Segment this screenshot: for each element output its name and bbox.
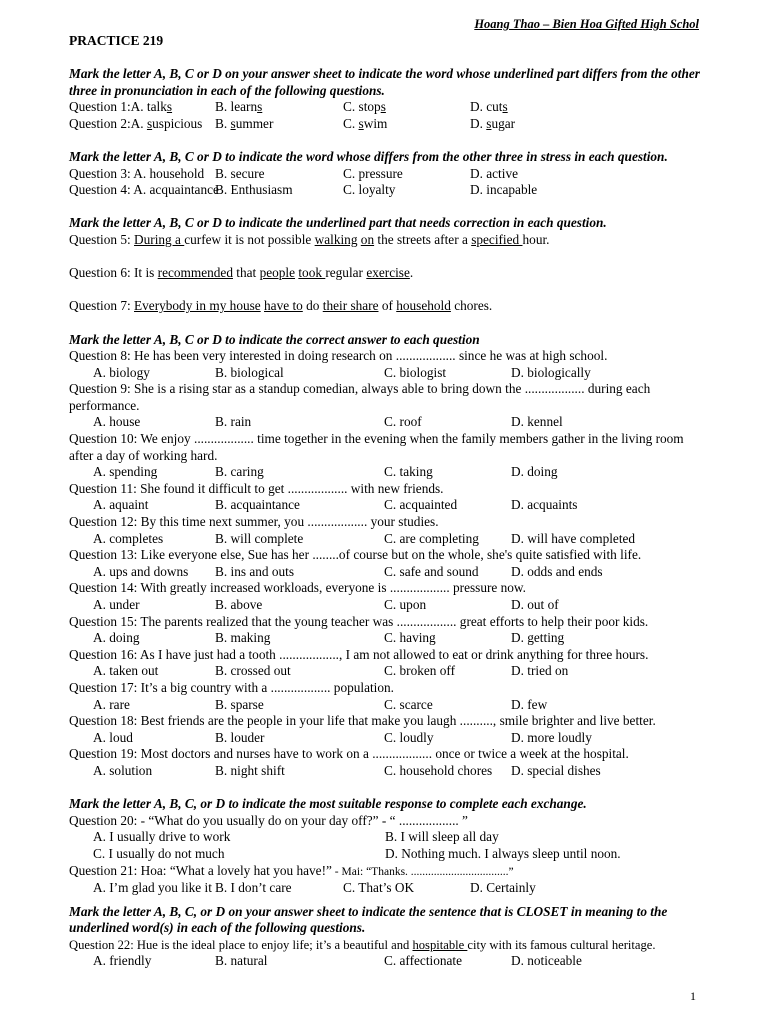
q2-option-b: B. summer xyxy=(215,115,274,131)
option-c: C. loudly xyxy=(384,729,434,745)
section-4-instruction: Mark the letter A, B, C or D to indicate the correct answer to each question xyxy=(69,331,480,347)
option-d: D. more loudly xyxy=(511,729,592,745)
option-c: C. acquainted xyxy=(384,497,458,513)
option-c: C. household chores xyxy=(384,762,493,778)
question-stem: Question 17: It’s a big country with a .................. population. xyxy=(69,679,395,695)
option-b: B. above xyxy=(215,597,263,612)
q22-option-b: B. natural xyxy=(215,953,268,969)
question-stem: Question 15: The parents realized that the young teacher was .................. great efforts to help their poor kids. xyxy=(69,613,649,629)
option-d: D. acquaints xyxy=(511,497,578,513)
question-stem: Question 12: By this time next summer, you .................. your studies. xyxy=(69,514,439,530)
q22-option-d: D. noticeable xyxy=(511,953,582,969)
q1-option-a: Question 1:A. talks xyxy=(69,99,173,115)
question-options xyxy=(69,564,701,581)
question-stem: Question 8: He has been very interested in doing research on .................. since he was at high school. xyxy=(69,348,608,364)
question-stem: Question 9: She is a rising star as a standup comedian, always able to bring down the .................. during each performance. xyxy=(69,381,651,413)
option-a: A. solution xyxy=(93,762,153,778)
option-c: C. broken off xyxy=(384,663,456,679)
question-6: Question 6: It is recommended that people took regular exercise. xyxy=(69,265,414,281)
option-d: D. out of xyxy=(511,597,559,612)
option-c: C. are completing xyxy=(384,530,479,546)
section-2-instruction: Mark the letter A, B, C or D to indicate the word whose differs from the other three in stress in each question. xyxy=(69,148,668,164)
option-d: D. few xyxy=(511,696,548,712)
option-a: A. house xyxy=(93,414,141,430)
question-options xyxy=(69,365,701,382)
question-options xyxy=(69,763,701,780)
option-c: C. biologist xyxy=(384,364,447,380)
section-3-instruction: Mark the letter A, B, C or D to indicate the underlined part that needs correction in each question. xyxy=(69,215,607,231)
q4-option-c: C. loyalty xyxy=(343,182,396,198)
q22-option-a: A. friendly xyxy=(93,953,152,969)
option-d: D. tried on xyxy=(511,663,569,679)
q21-option-b: B. I don’t care xyxy=(215,880,292,896)
q3-option-b: B. secure xyxy=(215,165,265,181)
question-options xyxy=(69,663,701,680)
q4-option-b: B. Enthusiasm xyxy=(215,182,293,198)
option-c: C. roof xyxy=(384,414,422,430)
worksheet-body xyxy=(69,66,701,970)
q20-option-d: D. Nothing much. I always sleep until noon. xyxy=(385,845,621,861)
question-1 xyxy=(69,99,701,116)
option-d: D. kennel xyxy=(511,414,563,430)
section-1-instruction: Mark the letter A, B, C or D on your answer sheet to indicate the word whose underlined part differs from the other three in pronunciation in each of the following questions. xyxy=(69,66,700,98)
question-stem: Question 14: With greatly increased workloads, everyone is .................. pressure now. xyxy=(69,580,526,596)
q3-option-c: C. pressure xyxy=(343,165,403,181)
question-options xyxy=(69,531,701,548)
option-a: A. spending xyxy=(93,464,158,480)
question-22-stem: Question 22: Hue is the ideal place to enjoy life; it’s a beautiful and hospitable city with its famous cultural heritage. xyxy=(69,937,656,952)
option-b: B. making xyxy=(215,630,271,646)
option-d: D. doing xyxy=(511,464,558,480)
question-20-options-cd xyxy=(69,846,701,863)
question-stem: Question 18: Best friends are the people in your life that make you laugh .........., smile brighter and live better. xyxy=(69,713,656,729)
question-21-options xyxy=(69,880,701,897)
question-options xyxy=(69,597,701,614)
option-a: A. doing xyxy=(93,630,140,646)
option-b: B. caring xyxy=(215,464,264,480)
option-b: B. ins and outs xyxy=(215,563,295,579)
option-b: B. sparse xyxy=(215,696,264,712)
option-c: C. taking xyxy=(384,464,433,480)
question-stem: Question 10: We enjoy .................. time together in the evening when the family members gather in the living room after a day of working hard. xyxy=(69,431,684,463)
option-d: D. odds and ends xyxy=(511,563,603,579)
question-21-stem: Question 21: Hoa: “What a lovely hat you have!” - Mai: “Thanks. ..................................” xyxy=(69,862,514,878)
option-d: D. biologically xyxy=(511,364,591,380)
question-options xyxy=(69,730,701,747)
multiple-choice-questions xyxy=(69,348,701,779)
question-options xyxy=(69,697,701,714)
q4-option-d: D. incapable xyxy=(470,182,538,198)
question-20-stem: Question 20: - “What do you usually do on your day off?” - “ .................. ” xyxy=(69,812,468,828)
option-b: B. crossed out xyxy=(215,663,291,679)
option-a: A. completes xyxy=(93,530,164,546)
question-3 xyxy=(69,166,701,183)
option-a: A. rare xyxy=(93,696,130,712)
option-c: C. having xyxy=(384,630,436,646)
option-a: A. under xyxy=(93,597,140,612)
q21-option-c: C. That’s OK xyxy=(343,880,415,896)
q1-option-c: C. stops xyxy=(343,99,386,115)
question-stem: Question 13: Like everyone else, Sue has her ........of course but on the whole, she's quite satisfied with life. xyxy=(69,547,642,563)
q20-option-c: C. I usually do not much xyxy=(93,845,225,861)
option-b: B. louder xyxy=(215,729,265,745)
section-6-instruction: Mark the letter A, B, C, or D on your answer sheet to indicate the sentence that is CLOSET in meaning to the underlined word(s) in each of the following questions. xyxy=(69,903,668,936)
q2-option-d: D. sugar xyxy=(470,115,516,131)
question-4 xyxy=(69,182,701,199)
q21-option-d: D. Certainly xyxy=(470,880,536,896)
question-22-options xyxy=(69,953,701,970)
option-a: A. taken out xyxy=(93,663,159,679)
question-stem: Question 11: She found it difficult to get .................. with new friends. xyxy=(69,480,444,496)
question-options xyxy=(69,464,701,481)
document-header: Hoang Thao – Bien Hoa Gifted High Schol xyxy=(474,17,699,31)
q2-option-a: Question 2:A. suspicious xyxy=(69,115,203,131)
question-7: Question 7: Everybody in my house have to do their share of household chores. xyxy=(69,298,493,314)
q2-option-c: C. swim xyxy=(343,115,388,131)
q20-option-a: A. I usually drive to work xyxy=(93,829,231,845)
page-number: 1 xyxy=(690,989,696,1003)
q20-option-b: B. I will sleep all day xyxy=(385,829,499,845)
option-c: C. scarce xyxy=(384,696,433,712)
question-options xyxy=(69,630,701,647)
option-a: A. ups and downs xyxy=(93,563,189,579)
q4-option-a: Question 4: A. acquaintance xyxy=(69,182,219,198)
option-b: B. acquaintance xyxy=(215,497,300,513)
q3-option-d: D. active xyxy=(470,165,518,181)
page-title: PRACTICE 219 xyxy=(69,33,164,48)
option-b: B. night shift xyxy=(215,762,285,778)
option-b: B. biological xyxy=(215,364,284,380)
option-b: B. will complete xyxy=(215,530,304,546)
q22-option-c: C. affectionate xyxy=(384,953,463,969)
option-b: B. rain xyxy=(215,414,252,430)
option-d: D. will have completed xyxy=(511,530,636,546)
question-20-options-ab xyxy=(69,829,701,846)
section-5-instruction: Mark the letter A, B, C, or D to indicate the most suitable response to complete each exchange. xyxy=(69,796,587,812)
option-c: C. safe and sound xyxy=(384,563,479,579)
option-d: D. getting xyxy=(511,630,565,646)
option-c: C. upon xyxy=(384,597,427,612)
q1-option-b: B. learns xyxy=(215,99,263,115)
q21-option-a: A. I’m glad you like it xyxy=(93,880,212,896)
option-a: A. biology xyxy=(93,364,150,380)
option-a: A. loud xyxy=(93,729,133,745)
q1-option-d: D. cuts xyxy=(470,99,508,115)
question-2 xyxy=(69,116,701,133)
question-options xyxy=(69,414,701,431)
question-stem: Question 19: Most doctors and nurses have to work on a .................. once or twice a week at the hospital. xyxy=(69,746,629,762)
option-d: D. special dishes xyxy=(511,762,601,778)
question-stem: Question 16: As I have just had a tooth .................., I am not allowed to eat or drink anything for three hours. xyxy=(69,646,649,662)
question-5: Question 5: During a curfew it is not possible walking on the streets after a specified hour. xyxy=(69,231,550,247)
option-a: A. aquaint xyxy=(93,497,149,513)
q3-option-a: Question 3: A. household xyxy=(69,165,205,181)
question-options xyxy=(69,497,701,514)
